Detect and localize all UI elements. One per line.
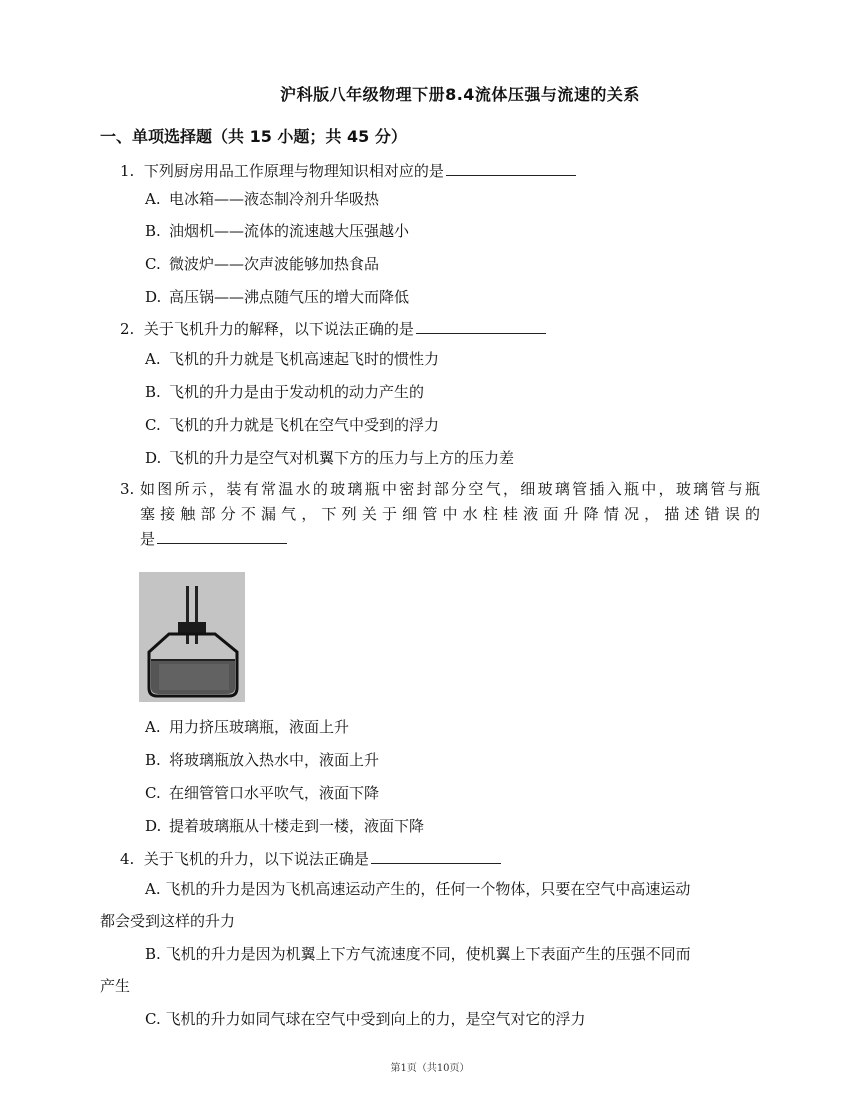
question-2-option-a: A. 飞机的升力就是飞机高速起飞时的惯性力 xyxy=(145,350,440,368)
bottle-tube-illustration xyxy=(139,572,245,702)
question-2-option-b: B. 飞机的升力是由于发动机的动力产生的 xyxy=(145,383,425,401)
question-2-option-c: C. 飞机的升力就是飞机在空气中受到的浮力 xyxy=(145,416,440,434)
question-1-stem: 1. 下列厨房用品工作原理与物理知识相对应的是 xyxy=(120,160,576,181)
question-3-option-a: A. 用力挤压玻璃瓶，液面上升 xyxy=(145,718,350,736)
question-3-option-b: B. 将玻璃瓶放入热水中，液面上升 xyxy=(145,751,380,769)
bottle-figure xyxy=(139,572,245,702)
question-3-option-c: C. 在细管管口水平吹气，液面下降 xyxy=(145,784,380,802)
question-4-option-b-line2: 产生 xyxy=(100,977,131,995)
question-2-option-d: D. 飞机的升力是空气对机翼下方的压力与上方的压力差 xyxy=(145,449,515,467)
question-1-option-c: C. 微波炉——次声波能够加热食品 xyxy=(145,255,380,273)
document-title: 沪科版八年级物理下册8.4流体压强与流速的关系 xyxy=(280,85,640,104)
answer-blank xyxy=(446,161,576,176)
page-footer: 第1页（共10页） xyxy=(390,1063,470,1074)
question-2-stem: 2. 关于飞机升力的解释，以下说法正确的是 xyxy=(120,318,546,339)
question-3-number: 3. xyxy=(120,480,135,498)
question-1-option-d: D. 高压锅——沸点随气压的增大而降低 xyxy=(145,288,410,306)
question-4-option-a-line2: 都会受到这样的升力 xyxy=(100,912,236,930)
question-3-option-d: D. 提着玻璃瓶从十楼走到一楼，液面下降 xyxy=(145,817,425,835)
section-heading: 一、单项选择题（共 15 小题；共 45 分） xyxy=(100,127,407,146)
question-1-option-a: A. 电冰箱——液态制冷剂升华吸热 xyxy=(145,190,380,208)
question-4-stem: 4. 关于飞机的升力，以下说法正确是 xyxy=(120,848,501,869)
answer-blank xyxy=(157,529,287,544)
question-1-option-b: B. 油烟机——流体的流速越大压强越小 xyxy=(145,222,410,240)
question-4-option-a-line1: A. 飞机的升力是因为飞机高速运动产生的，任何一个物体，只要在空气中高速运动 xyxy=(145,880,691,898)
question-3-stem: 如图所示，装有常温水的玻璃瓶中密封部分空气，细玻璃管插入瓶中，玻璃管与瓶 塞接触部分不漏气，下列关于细管中水柱桂液面升降情况，描述错误的 是 xyxy=(140,480,760,548)
answer-blank xyxy=(416,319,546,334)
question-4-option-b-line1: B. 飞机的升力是因为机翼上下方气流速度不同，使机翼上下表面产生的压强不同而 xyxy=(145,945,691,963)
question-4-option-c-line1: C. 飞机的升力如同气球在空气中受到向上的力，是空气对它的浮力 xyxy=(145,1010,586,1028)
answer-blank xyxy=(371,849,501,864)
